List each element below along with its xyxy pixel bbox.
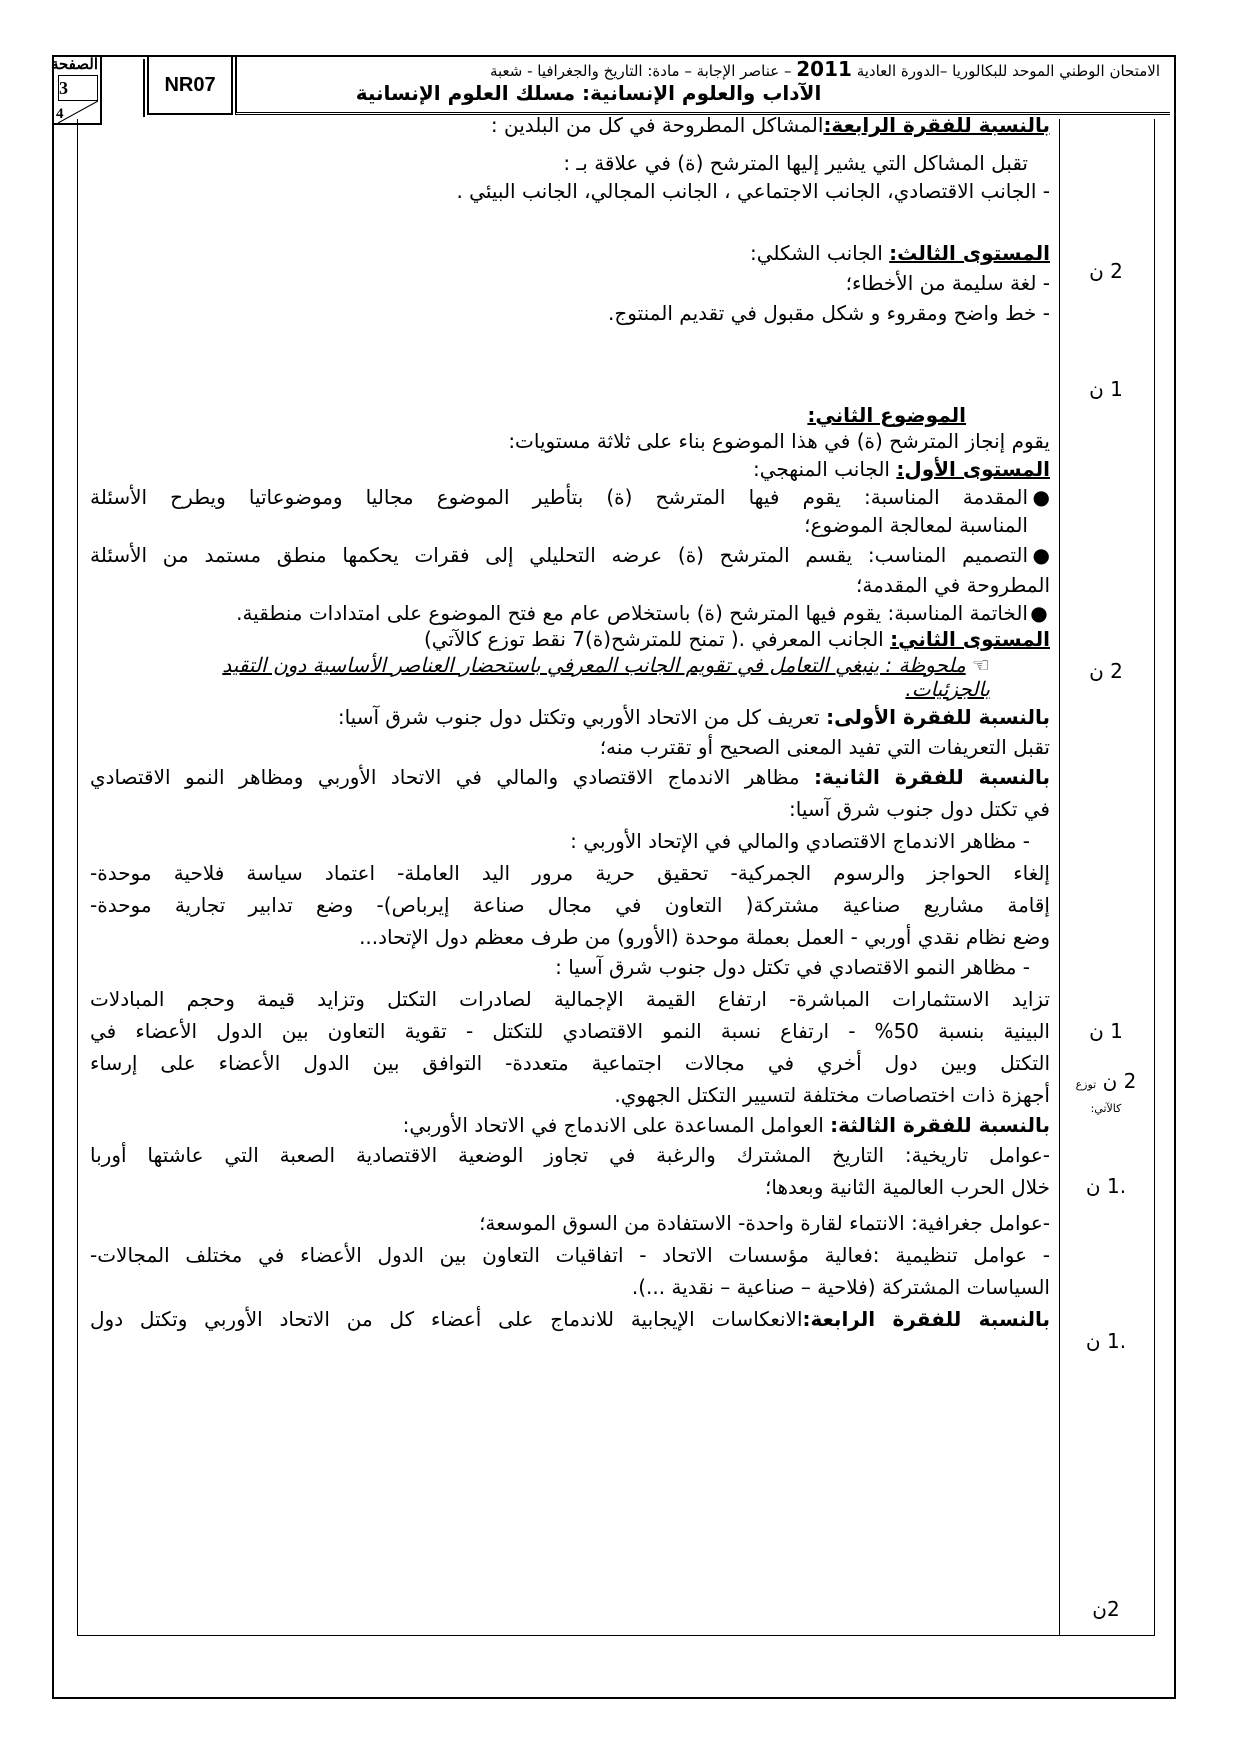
text-line: بالنسبة للفقرة الأولى: تعريف كل من الاتحاد الأوربي وتكتل دول جنوب شرق آسيا: [337, 705, 1050, 729]
mark-2: 1 ن [1089, 377, 1123, 401]
text-line: - خط واضح ومقروء و شكل مقبول في تقديم المنتوج. [608, 301, 1050, 325]
text-line: - مظاهر النمو الاقتصادي في تكتل دول جنوب شرق آسيا : [555, 955, 1030, 979]
text-line: البينية بنسبة 50% - ارتفاع نسبة النمو الاقتصادي للتكتل - تقوية التعاون بين الدول الأعضاء في [90, 1019, 1050, 1043]
exam-year: 2011 [796, 57, 852, 81]
score-column [1059, 119, 1154, 1635]
answer-table [77, 113, 1155, 1636]
text-line: إقامة مشاريع صناعية مشتركة( التعاون في مجال صناعة إيرباص)- وضع تدابير تجارية موحدة- [90, 893, 1050, 917]
text-line: خلال الحرب العالمية الثانية وبعدها؛ [765, 1175, 1050, 1199]
title-part1: الامتحان الوطني الموحد للبكالوريا –الدورة العادية [856, 62, 1160, 80]
text-line: وضع نظام نقدي أوربي - العمل بعملة موحدة (الأورو) من طرف معظم دول الإتحاد... [359, 925, 1050, 949]
text-line: - عوامل تنظيمية :فعالية مؤسسات الاتحاد - اتفاقيات التعاون بين الدول الأعضاء في مختلف المجالات- [90, 1243, 1050, 1267]
text-line: - مظاهر الاندماج الاقتصادي والمالي في الإتحاد الأوربي : [570, 829, 1030, 853]
text-line: -عوامل جغرافية: الانتماء لقارة واحدة- الاستفادة من السوق الموسعة؛ [479, 1211, 1050, 1235]
text-line: بالنسبة للفقرة الرابعة:الانعكاسات الإيجابية للاندماج على أعضاء كل من الاتحاد الأوربي وتكتل دول [90, 1307, 1050, 1331]
text-line: ●التصميم المناسب: يقسم المترشح (ة) عرضه التحليلي إلى فقرات يحكمها منطق مستمد من الأسئلة [90, 543, 1050, 567]
mark-5-note: توزع كالآتي: [1075, 1078, 1122, 1115]
hand-pointer-icon: ☜ [965, 653, 990, 677]
text-line: -عوامل تاريخية: التاريخ المشترك والرغبة في تجاوز الوضعية الاقتصادية الصعبة التي عاشتها أوربا [90, 1143, 1050, 1167]
title-line2: الآداب والعلوم الإنسانية: مسلك العلوم الإنسانية [355, 81, 822, 105]
text-line: - الجانب الاقتصادي، الجانب الاجتماعي ، الجانب المجالي، الجانب البيئي . [456, 179, 1050, 203]
page-header [50, 55, 1172, 122]
exam-code: NR07 [147, 55, 233, 115]
text-line: يقوم إنجاز المترشح (ة) في هذا الموضوع بناء على ثلاثة مستويات: [508, 429, 1050, 453]
text-line: ☜ ملحوظة : ينبغي التعامل في تقويم الجانب المعرفي باستحضار العناصر الأساسية دون التقيد [222, 653, 990, 677]
text-line: المستوى الأول: الجانب المنهجي: [752, 457, 1050, 481]
text-line: - لغة سليمة من الأخطاء؛ [845, 271, 1050, 295]
text-line: أجهزة ذات اختصاصات مختلفة لتسيير التكتل الجهوي. [614, 1083, 1050, 1107]
text-line: المطروحة في المقدمة؛ [856, 573, 1050, 597]
text-line: إلغاء الحواجز والرسوم الجمركية- تحقيق حرية مرور اليد العاملة- اعتماد سياسة فلاحية موحدة- [90, 861, 1050, 885]
text-line: السياسات المشتركة (فلاحية – صناعية – نقدية ...). [631, 1275, 1050, 1299]
text-line: المناسبة لمعالجة الموضوع؛ [804, 513, 1028, 537]
page-number: 3 [58, 75, 98, 101]
mark-5: 2 ن توزع كالآتي: [1075, 1069, 1137, 1115]
exam-title [235, 55, 1170, 115]
mark-3: 2 ن [1089, 659, 1123, 683]
text-line: في تكتل دول جنوب شرق آسيا: [789, 797, 1050, 821]
text-line: المستوى الثاني: الجانب المعرفي .( تمنح للمترشح(ة)7 نقط توزع كالآتي) [423, 627, 1050, 651]
text-line: بالنسبة للفقرة الثانية: مظاهر الاندماج الاقتصادي والمالي في الاتحاد الأوربي ومظاهر النمو الاقتصادي [90, 765, 1050, 789]
text-line: بالجزئيات. [905, 677, 990, 701]
title-part2: – عناصر الإجابة – مادة: التاريخ والجغرافيا - شعبة [489, 62, 792, 80]
mark-6: .1 ن [1085, 1174, 1127, 1198]
page-label: الصفحة [50, 57, 98, 73]
text-line: تقبل التعريفات التي تفيد المعنى الصحيح أو تقترب منه؛ [599, 735, 1050, 759]
mark-7: .1 ن [1085, 1329, 1127, 1353]
text-line: التكتل وبين دول أخري في مجالات اجتماعية متعددة- التوافق بين الدول الأعضاء على إرساء [90, 1051, 1050, 1075]
text-line: الموضوع الثاني: [807, 403, 966, 427]
text-line: المستوى الثالث: الجانب الشكلي: [750, 241, 1050, 265]
mark-4: 1 ن [1089, 1019, 1123, 1043]
text-line: تقبل المشاكل التي يشير إليها المترشح (ة) في علاقة بـ : [563, 151, 1028, 175]
mark-1: 2 ن [1089, 259, 1123, 283]
text-line: ●المقدمة المناسبة: يقوم فيها المترشح (ة) بتأطير الموضوع مجاليا وموضوعاتيا ويطرح الأسئلة [90, 485, 1050, 509]
text-line: بالنسبة للفقرة الرابعة:المشاكل المطروحة في كل من البلدين : [490, 113, 1050, 137]
text-line: تزايد الاستثمارات المباشرة- ارتفاع القيمة الإجمالية لصادرات التكتل وتزايد قيمة وحجم المبادلات [90, 987, 1050, 1011]
mark-8: 2ن [1092, 1597, 1120, 1621]
text-line: ●الخاتمة المناسبة: يقوم فيها المترشح (ة) باستخلاص عام مع فتح الموضوع على امتدادات منطقية. [236, 601, 1048, 625]
text-line: بالنسبة للفقرة الثالثة: العوامل المساعدة على الاندماج في الاتحاد الأوربي: [402, 1113, 1050, 1137]
page-total: 4 [56, 106, 64, 122]
